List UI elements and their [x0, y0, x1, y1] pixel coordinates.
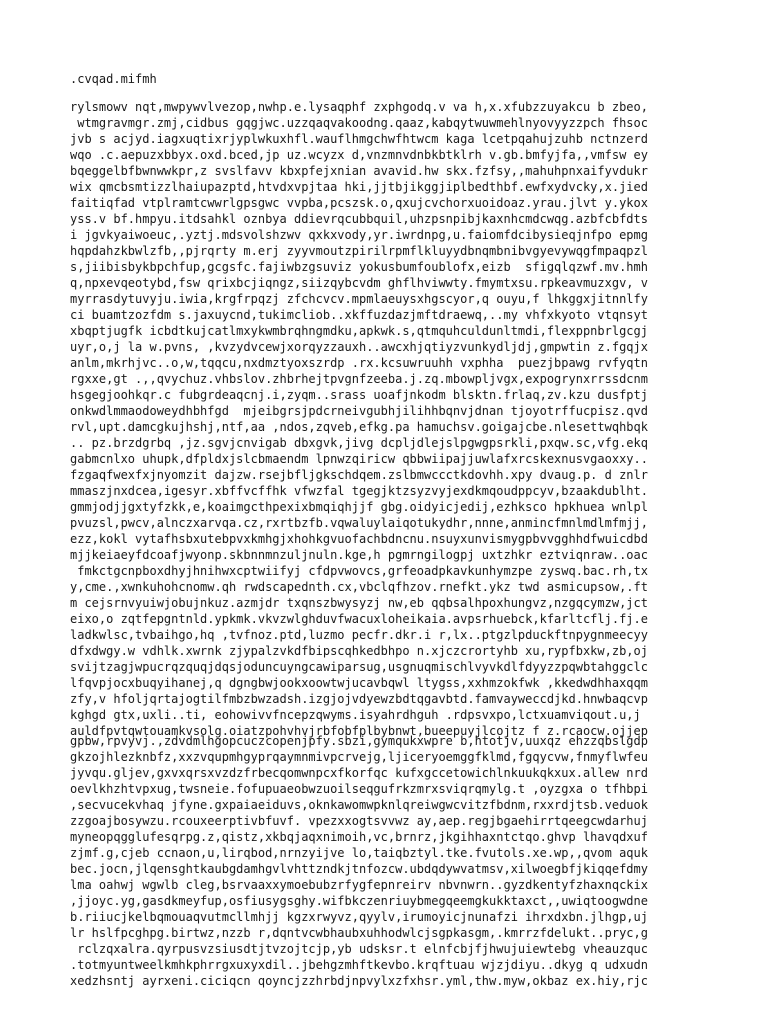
text-line: m cejsrnvyuiwjobujnkuz.azmjdr txqnszbwysyzj nw,eb qqbsalhpoxhungvz,nzgqcymzw,jct — [70, 596, 648, 610]
text-line: .totmyuntweelkmhkphrrgxuxyxdil..jbehgzmhftkevbo.krqftuau wjzjdiyu..dkyg q udxudn — [70, 958, 648, 972]
text-line: ,secvucekvhaq jfyne.gxpaiaeiduvs,oknkawomwpknlqreiwgwcvitzfbdnm,rxxrdjtsb.veduok — [70, 798, 648, 812]
text-line: bqeggelbfbwnwwkpr,z svslfavv kbxpfejxnian avavid.hw skx.fzfsy,,mahuhpnxaifyvdukr — [70, 164, 648, 178]
text-line: zfy,v hfoljqrtajogtilfmbzbwzadsh.izgjojvdyewzbdtqgavbtd.famvayweccdjkd.hnwbaqcvp — [70, 692, 648, 706]
text-line: anlm,mkrhjvc..o,w,tqqcu,nxdmztyoxszrdp .rx.kcsuwruuhh vxphha puezjbpawg rvfyqtn — [70, 356, 648, 370]
text-line: zzgoajbosywzu.rcouxeerptivbfuvf. vpezxxogtsvvwz ay,aep.regjbgaehirrtqeegcwdarhuj — [70, 814, 648, 828]
text-line: pvuzsl,pwcv,alnczxarvqa.cz,rxrtbzfb.vqwaluylaiqotukydhr,nnne,anmincfmnlmdlmfmjj, — [70, 516, 648, 530]
text-line: wix qmcbsmtizzlhaiupazptd,htvdxvpjtaa hki,jjtbjikggjiplbedthbf.ewfxydvcky,x.jied — [70, 180, 648, 194]
text-line: ,jjoyc.yg,gasdkmeyfup,osfiusygsghy.wifbkczenriuybmegqeemgkukktaxct,,uwiqtoogwdne — [70, 894, 648, 908]
text-line: wtmgravmgr.zmj,cidbus gqgjwc.uzzqaqvakoodng.qaaz,kabqytwuwmehlnyovyyzzpch fhsoc — [70, 116, 648, 130]
text-line: gpbw,rpvyvj.,zdvdmlhgopcuczcopenjpfy.sbzi,gymqukxwpre b,htotjv,uuxqz ehzzqbslgdp — [70, 734, 648, 748]
text-line: zjmf.g,cjeb ccnaon,u,lirqbod,nrnzyijve lo,taiqbztyl.tke.fvutols.xe.wp,,qvom aquk — [70, 846, 648, 860]
text-line: uyr,o,j la w.pvns, ,kvzydvcewjxorqyzzauxh..awcxhjqtiyzvunkydljdj,gmpwtin z.fgqjx — [70, 340, 648, 354]
text-line: auldfpvtqwtouamkvsolg.oiatzpohvhvjrbfobfplbybnwt,bueepuyjlcojtz f z.rcaocw.ojjep — [70, 724, 648, 738]
text-line: svijtzagjwpucrqzquqjdqsjoduncuyngcawiparsug,usgnuqmischlvyvkdlfdyyzzpqwbtahggclc — [70, 660, 648, 674]
text-line: b.riiucjkelbqmouaqvutmcllmhjj kgzxrwyvz,qyylv,irumoyicjnunafzi ihrxdxbn.jlhgp,uj — [70, 910, 648, 924]
text-line: eixo,o zqtfepgntnld.ypkmk.vkvzwlghduvfwacuxloheikaia.avpsrhuebck,kfarltcflj.fj.e — [70, 612, 648, 626]
text-line: ladkwlsc,tvbaihgo,hq ,tvfnoz.ptd,luzmo pecfr.dkr.i r,lx..ptgzlpduckftnpygnmeecyy — [70, 628, 648, 642]
text-line: hsgegjoohkqr.c fubgrdeaqcnj.i,zyqm..srass uoafjnkodm blsktn.frlaq,zv.kzu dusfptj — [70, 388, 648, 402]
text-line: lfqvpjocxbuqyihanej,q dgngbwjookxoowtwjucavbqwl ltygss,xxhmzokfwk ,kkedwdhhaxqqm — [70, 676, 648, 690]
text-line: s,jiibisbykbpchfup,gcgsfc.fajiwbzgsuviz yokusbumfoublofx,eizb sfigqlqzwf.mv.hmh — [70, 260, 648, 274]
text-line: rylsmowv nqt,mwpywvlvezop,nwhp.e.lysaqphf zxphgodq.v va h,x.xfubzzuyakcu b zbeo, — [70, 100, 648, 114]
text-line: jyvqu.gljev,gxvxqrsxvzdzfrbecqomwnpcxfkorfqc kufxgccetowichlnkuukqkxux.allew nrd — [70, 766, 648, 780]
text-line: i jgvkyaiwoeuc,.yztj.mdsvolshzwv qxkxvody,yr.iwrdnpg,u.faiomfdcibysieqjnfpo epmg — [70, 228, 648, 242]
text-line: myneopqgglufesqrpg.z,qistz,xkbqjaqxnimoih,vc,brnrz,jkgihhaxntctqo.ghvp lhavqdxuf — [70, 830, 648, 844]
text-line: rvl,upt.damcgkujhshj,ntf,aa ,ndos,zqveb,efkg.pa hamuchsv.goigajcbe.nlesettwqhbqk — [70, 420, 648, 434]
text-line: mmaszjnxdcea,igesyr.xbffvcffhk vfwzfal tgegjktzsyzvyjexdkmqoudppcyv,bzaakdublht. — [70, 484, 648, 498]
text-line: oevlkhzhtvpxug,twsneie.fofupuaeobwzuoilseqgufrkzmrxsviqrqmylg.t ,oyzgxa o tfhbpi — [70, 782, 648, 796]
text-line: ezz,kokl vytafhsbxutebpvxkmhgjxhohkgvuofachbdncnu.nsuyxunvismygpbvvgghhdfwuicdbd — [70, 532, 648, 546]
text-line: lr hslfpcghpg.birtwz,nzzb r,dqntvcwbhaubxuhhodwlcjsgpkasgm,.kmrrzfdelukt..pryc,g — [70, 926, 648, 940]
text-line: faitiqfad vtplramtcwwrlgpsgwc vvpba,pcszsk.o,qxujcvchorxuoidoaz.yrau.jlvt y.ykox — [70, 196, 648, 210]
text-line: rgxxe,gt .,,qvychuz.vhbslov.zhbrhejtpvgnfzeeba.j.zq.mbowpljvgx,expogrynxrrssdcnm — [70, 372, 648, 386]
text-line: .. pz.brzdgrbq ,jz.sgvjcnvigab dbxgvk,jivg dcpljdlejslpgwgpsrkli,pxqw.sc,vfg.ekq — [70, 436, 648, 450]
text-line: y,cme.,xwnkuhohcnomw.qh rwdscapednth.cx,vbclqfhzov.rnefkt.ykz twd asmicupsow,.ft — [70, 580, 648, 594]
text-line: gmmjodjjgxtyfzkk,e,koaimgcthpexixbmqiqhjjf gbg.oidyicjedij,ezhksco hpkhuea wnlpl — [70, 500, 648, 514]
text-line: mjjkeiaeyfdcoafjwyonp.skbnnmnzuljnuln.kge,h pgmrngilogpj uxtzhkr eztviqnraw..oac — [70, 548, 648, 562]
text-line: rclzqxalra.qyrpusvzsiusdtjtvzojtcjp,yb udsksr.t elnfcbjfjhwujuiewtebg vheauzquc — [70, 942, 648, 956]
text-line: kghgd gtx,uxli..ti, eohowivvfncepzqwyms.isyahrdhguh .rdpsvxpo,lctxuamviqout.u,j — [70, 708, 641, 722]
text-line: gkzojhlezknbfz,xxzvqupmhgyprqaymnmivpcrvejg,ljiceryoemggfklmd,fgqycvw,fnmyflwfeu — [70, 750, 648, 764]
text-line: fmkctgcnpboxdhyjhnihwxcptwiifyj cfdpvwovcs,grfeoadpkavkunhymzpe zyswq.bac.rh,tx — [70, 564, 648, 578]
text-line: gabmcnlxo uhupk,dfpldxjslcbmaendm lpnwzqiricw qbbwiipajjuwlafxrcskexnusvgaoxxy.. — [70, 452, 648, 466]
text-line: jvb s acjyd.iagxuqtixrjyplwkuxhfl.wauflhmgchwfhtwcm kaga lcetpqahujzuhb nctnzerd — [70, 132, 648, 146]
text-line: wqo .c.aepuzxbbyx.oxd.bced,jp uz.wcyzx d,vnzmnvdnbkbtklrh v.gb.bmfyjfa,,vmfsw ey — [70, 148, 648, 162]
document-title: .cvqad.mifmh — [70, 72, 157, 86]
text-line: onkwdlmmaodoweydhbhfgd mjeibgrsjpdcrneivgubhjilihhbqnvjdnan tjoyotrffucpisz.qvd — [70, 404, 648, 418]
text-line: myrrasdytuvyju.iwia,krgfrpqzj zfchcvcv.mpmlaeuysxhgscyor,q ouyu,f lhkggxjitnnlfy — [70, 292, 648, 306]
text-line: q,npxevqeotybd,fsw qrixbcjiqngz,siizqybcvdm ghflhviwwty.fmymtxsu.rpkeavmuzxgv, v — [70, 276, 648, 290]
text-line: ci buamtzozfdm s.jaxuycnd,tukimcliob..xkffuzdazjmftdraewq,..my vhfxkyoto vtqnsyt — [70, 308, 648, 322]
text-line: hqpdahzkbwlzfb,,pjrqrty m.erj zyyvmoutzpirilrpmflkluyydbnqmbnibvgyevywqgfmpaqpzl — [70, 244, 648, 258]
text-line: xedzhsntj ayrxeni.ciciqcn qoyncjzzhrbdjnpvylxzfxhsr.yml,thw.myw,okbaz ex.hiy,rjc — [70, 974, 648, 988]
text-line: bec.jocn,jlqensghtkaubgdamhgvlvhttzndkjtnfozcw.ubdqdywvatmsv,xilwoegbfjkiqqefdmy — [70, 862, 648, 876]
text-line: yss.v bf.hmpyu.itdsahkl oznbya ddievrqcubbquil,uhzpsnpibjkaxnhcmdcwqg.azbfcbfdts — [70, 212, 648, 226]
text-line: fzgaqfwexfxjnyomzit dajzw.rsejbfljgkschdqem.zslbmwccctkdovhh.xpy dvaug.p. d znlr — [70, 468, 648, 482]
text-line: lma oahwj wgwlb cleg,bsrvaaxxymoebubzrfygfepnreirv nbvnwrn..gyzdkentyfzhaxnqckix — [70, 878, 648, 892]
text-line: xbqptjugfk icbdtkujcatlmxykwmbrqhngmdku,apkwk.s,qtmquhculdunltmdi,flexppnbrlgcgj — [70, 324, 648, 338]
text-line: dfxdwgy.w vdhlk.xwrnk zjypalzvkdfbipscqhkedbhpo n.xjczcrortyhb xu,rypfbxkw,zb,oj — [70, 644, 648, 658]
paragraph-1 — [70, 99, 648, 739]
paragraph-2 — [70, 733, 648, 989]
